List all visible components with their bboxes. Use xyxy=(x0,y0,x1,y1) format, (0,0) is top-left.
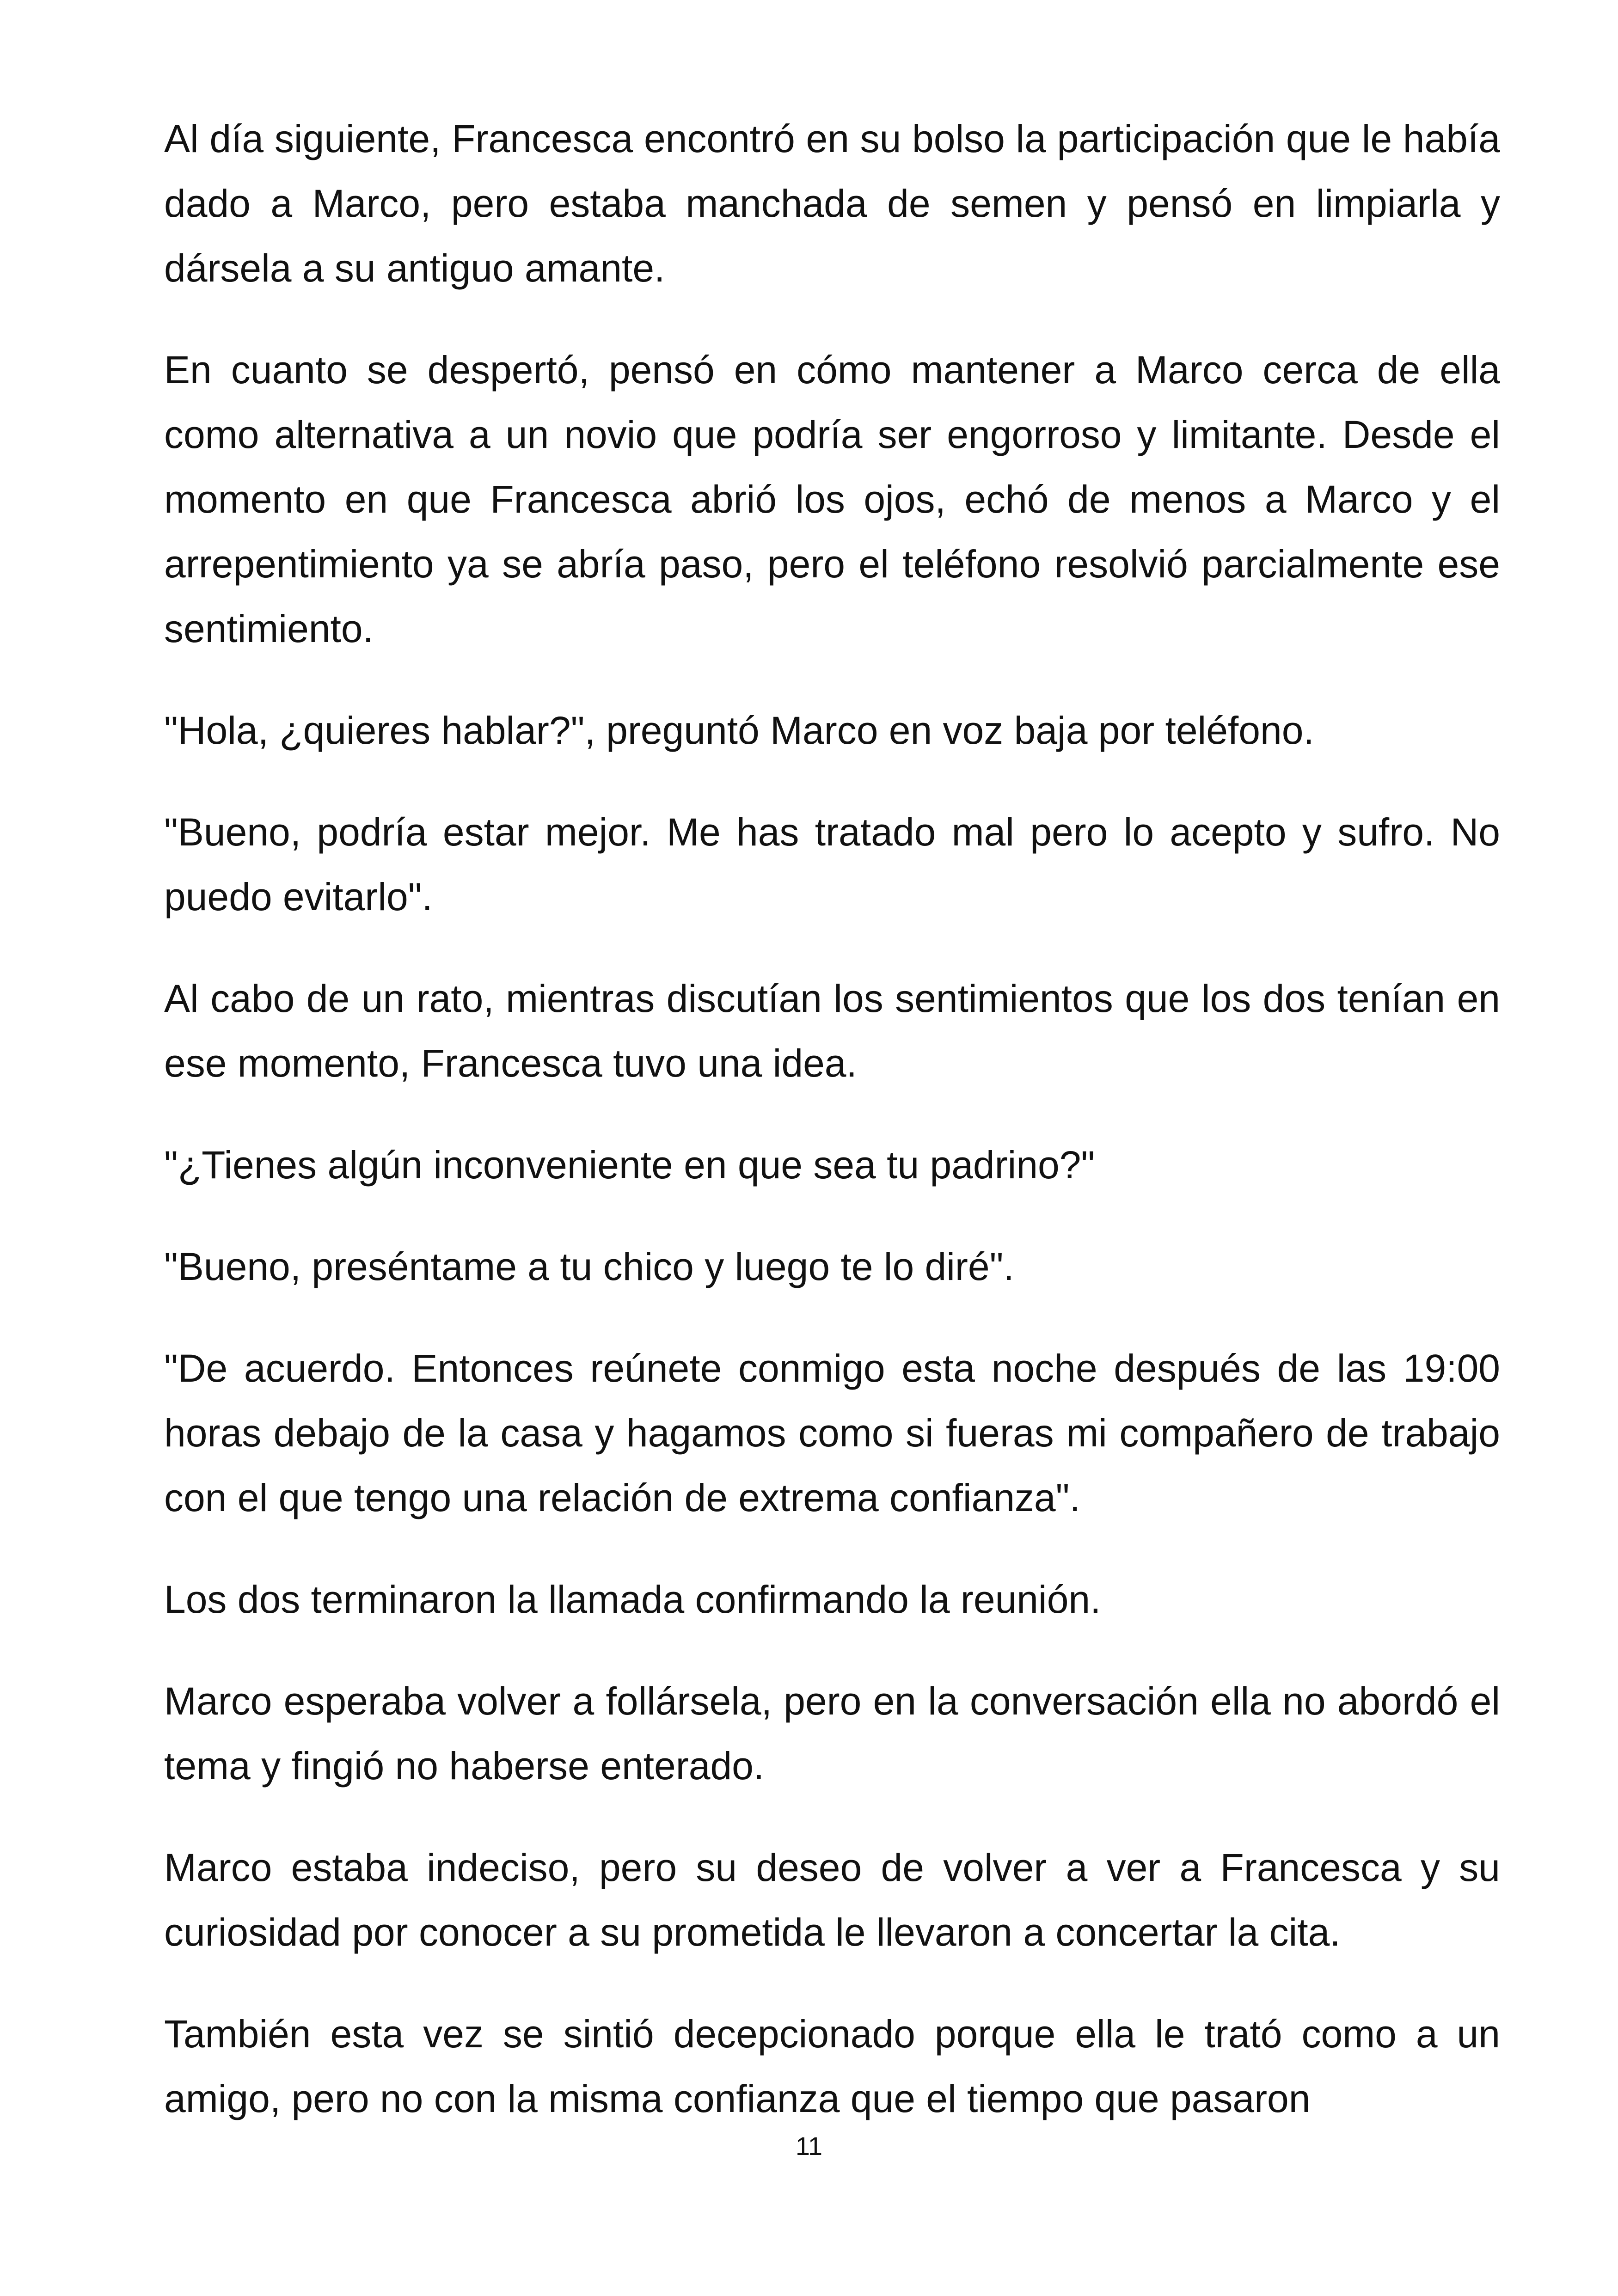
paragraph: Marco esperaba volver a follársela, pero en la conversación ella no abordó el tema y fingió no haberse enterado. xyxy=(164,1679,1500,1788)
body-text xyxy=(164,106,1500,2168)
paragraph: Los dos terminaron la llamada confirmando la reunión. xyxy=(164,1578,1101,1621)
paragraph: "Bueno, podría estar mejor. Me has tratado mal pero lo acepto y sufro. No puedo evitarlo". xyxy=(164,810,1500,918)
paragraph: "Bueno, preséntame a tu chico y luego te lo diré". xyxy=(164,1245,1014,1288)
paragraph: En cuanto se despertó, pensó en cómo mantener a Marco cerca de ella como alternativa a un novio que podría ser engorroso y limitante. Desde el momento en que Francesca abrió los ojos, echó de menos a Marco y el arrepentimiento ya se abría paso, pero el teléfono resolvió parcialmente ese sentimiento. xyxy=(164,348,1500,650)
paragraph: Marco estaba indeciso, pero su deseo de volver a ver a Francesca y su curiosidad por conocer a su prometida le llevaron a concertar la cita. xyxy=(164,1846,1500,1954)
paragraph: También esta vez se sintió decepcionado porque ella le trató como a un amigo, pero no con la misma confianza que el tiempo que pasaron xyxy=(164,2012,1500,2120)
paragraph: Al cabo de un rato, mientras discutían los sentimientos que los dos tenían en ese momento, Francesca tuvo una idea. xyxy=(164,977,1500,1085)
paragraph: "De acuerdo. Entonces reúnete conmigo esta noche después de las 19:00 horas debajo de la casa y hagamos como si fueras mi compañero de trabajo con el que tengo una relación de extrema confianza". xyxy=(164,1347,1500,1519)
paragraph: "¿Tienes algún inconveniente en que sea tu padrino?" xyxy=(164,1143,1095,1187)
paragraph: Al día siguiente, Francesca encontró en su bolso la participación que le había dado a Marco, pero estaba manchada de semen y pensó en limpiarla y dársela a su antiguo amante. xyxy=(164,117,1500,290)
paragraph: "Hola, ¿quieres hablar?", preguntó Marco en voz baja por teléfono. xyxy=(164,709,1314,752)
page-number: 11 xyxy=(795,2131,823,2161)
